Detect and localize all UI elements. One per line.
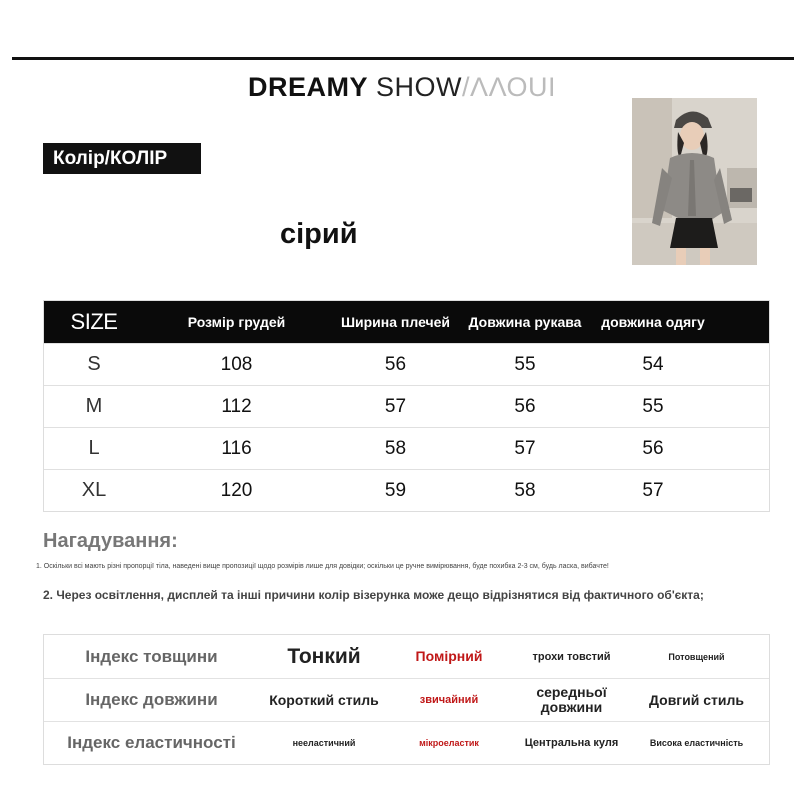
- index-option: середньої довжини: [536, 684, 607, 715]
- top-divider: [12, 57, 794, 60]
- chest-cell: 112: [221, 395, 252, 417]
- header-size: SIZE: [70, 309, 118, 334]
- index-option: Тонкий: [287, 644, 361, 668]
- table-row: [44, 427, 769, 469]
- table-row: [44, 469, 769, 511]
- chest-cell: 116: [221, 437, 252, 459]
- sleeve-cell: 55: [514, 353, 536, 375]
- shoulder-cell: 57: [384, 395, 407, 417]
- elasticity-index-row: [44, 721, 769, 764]
- shoulder-cell: 58: [384, 437, 407, 459]
- sleeve-cell: 57: [514, 437, 536, 459]
- size-cell: M: [85, 395, 103, 417]
- reminder-note-1: 1. Оскільки всі мають різні пропорції тіла, наведені вище пропозиції щодо розмірів лише для довідки; оскільки це ручне вимірювання, буде похибка 2-3 см, будь ласка, вибачте!: [36, 563, 609, 570]
- length-index-row: [44, 678, 769, 721]
- size-cell: S: [87, 353, 101, 375]
- index-option-selected: мікроеластик: [419, 738, 479, 748]
- brand-logo: DREAMY SHOW/ΛΛΟUΙ: [248, 72, 557, 102]
- thickness-index-row: [44, 635, 769, 678]
- chest-cell: 108: [220, 353, 253, 375]
- size-cell: XL: [81, 479, 107, 501]
- length-cell: 55: [642, 395, 664, 417]
- fabric-index-table: [43, 634, 770, 765]
- index-option-selected: звичайний: [419, 694, 479, 706]
- product-photo: [632, 98, 757, 265]
- length-cell: 54: [642, 353, 664, 375]
- length-cell: 57: [642, 479, 664, 501]
- index-option: Висока еластичність: [649, 738, 744, 748]
- color-label-badge: Колір/КОЛІР: [43, 143, 201, 174]
- shoulder-cell: 56: [384, 353, 407, 375]
- header-sleeve: Довжина рукава: [468, 313, 582, 330]
- sleeve-cell: 56: [514, 395, 536, 417]
- reminder-title: Нагадування:: [43, 530, 178, 552]
- size-chart-header: [44, 301, 769, 343]
- header-length: довжина одягу: [601, 313, 705, 330]
- header-chest: Розмір грудей: [187, 313, 286, 330]
- index-label: Індекс еластичності: [67, 733, 236, 752]
- size-chart-table: [43, 300, 770, 512]
- index-option: Короткий стиль: [269, 691, 379, 708]
- table-row: [44, 343, 769, 385]
- color-name: сірий: [280, 218, 358, 250]
- index-option: нееластичний: [292, 738, 356, 748]
- sleeve-cell: 58: [514, 479, 536, 501]
- reminder-note-2: 2. Через освітлення, дисплей та інші причини колір візерунка може дещо відрізнятися від фактичного об'єкта;: [43, 588, 704, 602]
- size-cell: L: [88, 437, 100, 459]
- index-label: Індекс товщини: [85, 646, 218, 666]
- header-shoulder: Ширина плечей: [340, 313, 451, 330]
- index-label: Індекс довжини: [85, 690, 218, 709]
- model-wearing-cardigan-image: [632, 98, 757, 265]
- table-row: [44, 385, 769, 427]
- index-option: трохи товстий: [532, 650, 611, 663]
- index-option: Центральна куля: [524, 737, 619, 749]
- length-cell: 56: [642, 437, 664, 459]
- shoulder-cell: 59: [384, 479, 407, 501]
- index-option: Довгий стиль: [649, 691, 744, 708]
- index-option-selected: Помірний: [415, 648, 483, 664]
- index-option: Потовщений: [668, 651, 725, 662]
- chest-cell: 120: [220, 479, 253, 501]
